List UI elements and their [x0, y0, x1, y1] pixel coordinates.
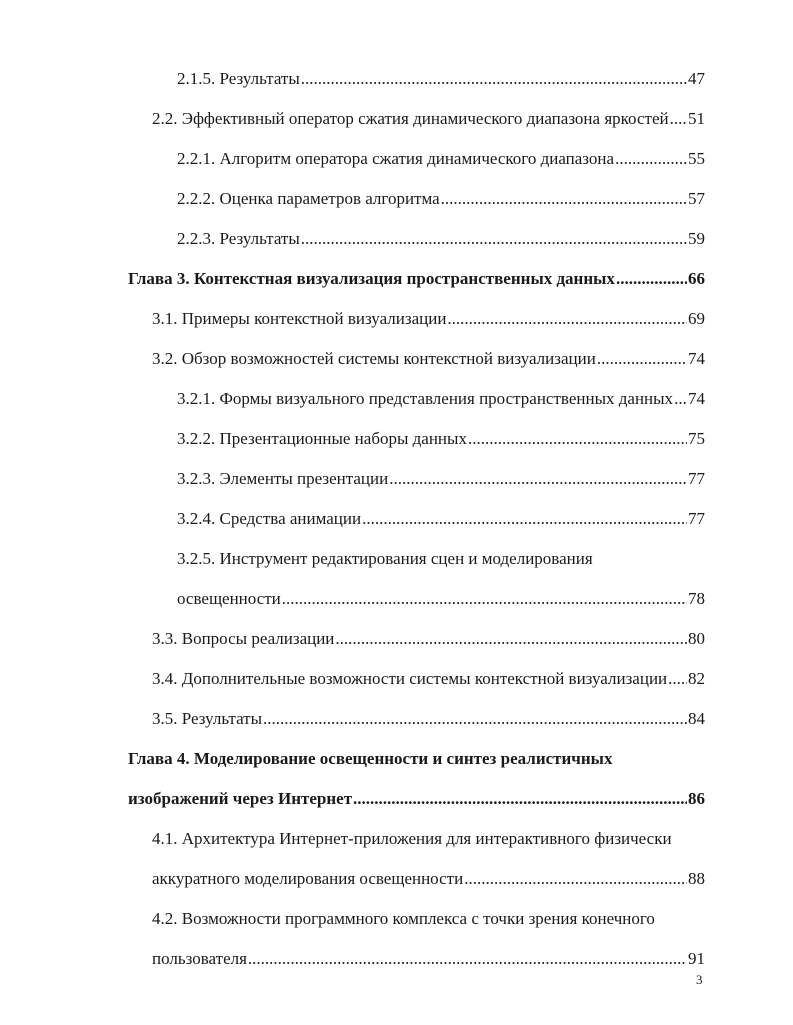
toc-entry-title: 4.2. Возможности программного комплекса с точки зрения конечного	[152, 909, 655, 928]
toc-entry-continuation	[152, 868, 705, 890]
toc-entry-page: 82	[688, 669, 705, 688]
toc-entry-title: 3.2.3. Элементы презентации	[177, 469, 389, 488]
toc-entry	[152, 708, 705, 730]
dot-leader	[282, 588, 687, 610]
toc-entry-page: 78	[688, 589, 705, 608]
dot-leader	[674, 388, 687, 410]
toc-entry	[152, 908, 705, 930]
dot-leader	[441, 188, 687, 210]
toc-entry-title: 3.2.5. Инструмент редактирования сцен и моделирования	[177, 549, 593, 568]
toc-entry	[152, 628, 705, 650]
toc-entry-continuation	[152, 948, 705, 970]
toc-entry-title: 3.2.1. Формы визуального представления пространственных данных	[177, 389, 674, 408]
toc-entry	[152, 828, 705, 850]
toc-entry-page: 80	[688, 629, 705, 648]
dot-leader	[616, 268, 687, 290]
dot-leader	[248, 948, 687, 970]
toc-entry-page: 69	[688, 309, 705, 328]
toc-entry	[177, 508, 705, 530]
toc-entry-page: 66	[688, 269, 705, 288]
toc-entry-title: 3.3. Вопросы реализации	[152, 629, 335, 648]
toc-entry-page: 77	[688, 469, 705, 488]
toc-entry-page: 75	[688, 429, 705, 448]
toc-chapter	[128, 268, 705, 290]
toc-chapter-title: Глава 3. Контекстная визуализация пространственных данных	[128, 269, 615, 288]
dot-leader	[670, 108, 687, 130]
toc-entry-title: 3.2. Обзор возможностей системы контекстной визуализации	[152, 349, 596, 368]
toc-entry	[177, 148, 705, 170]
toc-entry	[177, 188, 705, 210]
dot-leader	[447, 308, 687, 330]
toc-chapter-continuation	[128, 788, 705, 810]
toc-entry	[152, 668, 705, 690]
toc-entry-title: 3.5. Результаты	[152, 709, 263, 728]
toc-entry-title: 4.1. Архитектура Интернет-приложения для интерактивного физически	[152, 829, 672, 848]
toc-entry-page: 57	[688, 189, 705, 208]
dot-leader	[597, 348, 687, 370]
dot-leader	[301, 68, 687, 90]
dot-leader	[362, 508, 687, 530]
toc-entry-page: 86	[688, 789, 705, 808]
toc-entry	[152, 308, 705, 330]
toc-entry-title: 2.2.3. Результаты	[177, 229, 300, 248]
toc-entry	[177, 468, 705, 490]
toc-entry-title: 3.2.4. Средства анимации	[177, 509, 362, 528]
toc-entry	[177, 388, 705, 410]
toc-entry	[177, 68, 705, 90]
toc-entry-page: 88	[688, 869, 705, 888]
toc-entry-title: 2.2. Эффективный оператор сжатия динамического диапазона яркостей	[152, 109, 669, 128]
toc-entry-page: 74	[688, 389, 705, 408]
dot-leader	[468, 428, 687, 450]
dot-leader	[464, 868, 687, 890]
dot-leader	[335, 628, 687, 650]
dot-leader	[353, 788, 687, 810]
dot-leader	[389, 468, 687, 490]
dot-leader	[615, 148, 687, 170]
toc-entry-page: 77	[688, 509, 705, 528]
toc-entry-page: 91	[688, 949, 705, 968]
toc-chapter-title-continued: изображений через Интернет	[128, 789, 353, 808]
toc-entry-title: 2.2.1. Алгоритм оператора сжатия динамического диапазона	[177, 149, 615, 168]
toc-entry	[177, 428, 705, 450]
toc-entry-page: 74	[688, 349, 705, 368]
toc-entry-title: 3.2.2. Презентационные наборы данных	[177, 429, 467, 448]
toc-entry-page: 47	[688, 69, 705, 88]
toc-entry-title-continued: аккуратного моделирования освещенности	[152, 869, 464, 888]
page-number: 3	[696, 972, 703, 987]
toc-entry	[177, 548, 705, 570]
dot-leader	[668, 668, 687, 690]
toc-entry	[152, 348, 705, 370]
dot-leader	[301, 228, 687, 250]
toc-entry	[177, 228, 705, 250]
toc-chapter	[128, 748, 705, 770]
toc-entry-title-continued: освещенности	[177, 589, 281, 608]
toc-entry	[152, 108, 705, 130]
toc-entry-page: 59	[688, 229, 705, 248]
toc-entry-title-continued: пользователя	[152, 949, 247, 968]
toc-chapter-title: Глава 4. Моделирование освещенности и синтез реалистичных	[128, 749, 613, 768]
toc-entry-continuation	[177, 588, 705, 610]
toc-entry-page: 55	[688, 149, 705, 168]
toc-entry-title: 2.2.2. Оценка параметров алгоритма	[177, 189, 440, 208]
toc-entry-page: 51	[688, 109, 705, 128]
toc-entry-title: 3.4. Дополнительные возможности системы контекстной визуализации	[152, 669, 668, 688]
toc-entry-title: 2.1.5. Результаты	[177, 69, 300, 88]
dot-leader	[263, 708, 687, 730]
toc-entry-page: 84	[688, 709, 705, 728]
toc-entry-title: 3.1. Примеры контекстной визуализации	[152, 309, 447, 328]
